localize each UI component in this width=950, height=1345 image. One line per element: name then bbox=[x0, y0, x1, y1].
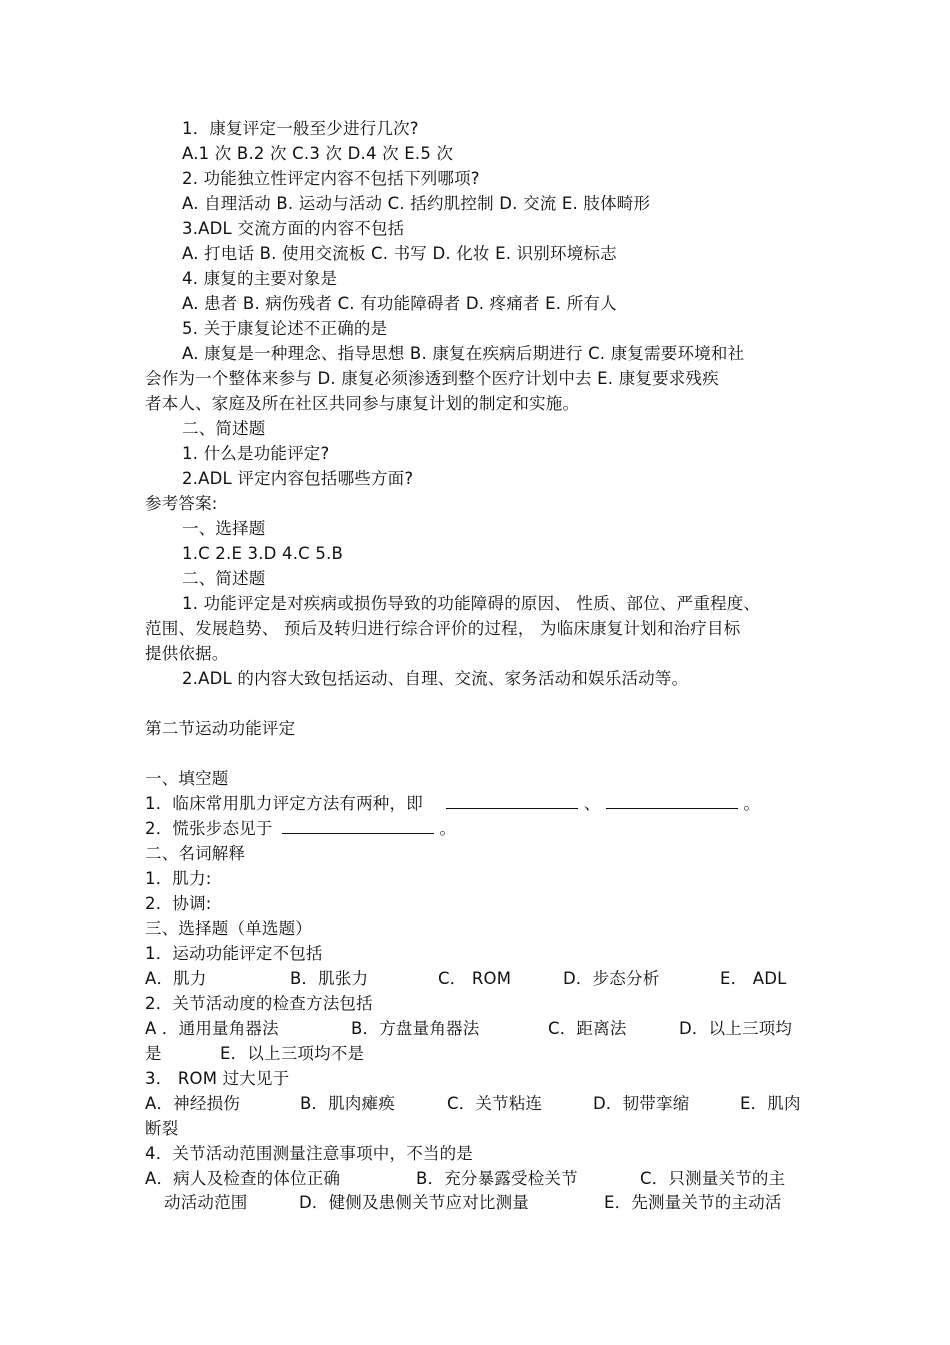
choice-question-2: 2．关节活动度的检查方法包括 bbox=[145, 994, 373, 1013]
question-2-options: A. 自理活动 B. 运动与活动 C. 括约肌控制 D. 交流 E. 肢体畸形 bbox=[182, 194, 651, 213]
question-5-options-line3: 者本人、家庭及所在社区共同参与康复计划的制定和实施。 bbox=[145, 394, 580, 413]
choice-2-option-d-cont: 是 bbox=[145, 1044, 162, 1063]
fill-question-1-text: 1．临床常用肌力评定方法有两种，即 bbox=[145, 794, 423, 813]
question-5: 5. 关于康复论述不正确的是 bbox=[182, 319, 388, 338]
fill-question-2-end: 。 bbox=[439, 819, 457, 838]
choice-4-option-d: D．健侧及患侧关节应对比测量 bbox=[299, 1193, 530, 1212]
choice-question-4: 4．关节活动范围测量注意事项中，不当的是 bbox=[145, 1144, 473, 1163]
question-5-options-line2: 会作为一个整体来参与 D. 康复必须渗透到整个医疗计划中去 E. 康复要求残疾 bbox=[145, 369, 719, 388]
fill-separator: 、 bbox=[583, 794, 601, 813]
fill-heading: 一、填空题 bbox=[145, 769, 229, 788]
answer-short-2: 2.ADL 的内容大致包括运动、自理、交流、家务活动和娱乐活动等。 bbox=[182, 669, 689, 688]
choice-3-option-a: A．神经损伤 bbox=[145, 1094, 240, 1113]
answer-short-1-line2: 范围、发展趋势、 预后及转归进行综合评价的过程， 为临床康复计划和治疗目标 bbox=[145, 619, 741, 638]
term-1: 1．肌力: bbox=[145, 869, 212, 888]
fill-question-1-end: 。 bbox=[743, 794, 761, 813]
short-question-2: 2.ADL 评定内容包括哪些方面? bbox=[182, 469, 414, 488]
choice-4-option-c: C．只测量关节的主 bbox=[640, 1169, 786, 1188]
answer-short-1-line3: 提供依据。 bbox=[145, 644, 229, 663]
choice-1-option-c: C． ROM bbox=[438, 969, 512, 988]
question-4: 4. 康复的主要对象是 bbox=[182, 269, 338, 288]
answer-short-1-line1: 1. 功能评定是对疾病或损伤导致的功能障碍的原因、 性质、部位、严重程度、 bbox=[182, 594, 761, 613]
fill-question-1 bbox=[145, 794, 760, 814]
answers-short-heading: 二、简述题 bbox=[182, 569, 266, 588]
terms-heading: 二、名词解释 bbox=[145, 844, 246, 863]
choice-2-option-a: A ．通用量角器法 bbox=[145, 1019, 279, 1038]
question-1: 1．康复评定一般至少进行几次? bbox=[182, 119, 419, 138]
fill-blank-3[interactable] bbox=[282, 819, 434, 834]
fill-blank-1[interactable] bbox=[446, 794, 578, 809]
choice-question-3: 3． ROM 过大见于 bbox=[145, 1069, 290, 1088]
choice-4-option-a: A．病人及检查的体位正确 bbox=[145, 1169, 341, 1188]
answers-heading: 参考答案: bbox=[145, 494, 218, 513]
short-question-1: 1. 什么是功能评定? bbox=[182, 444, 330, 463]
section-title: 第二节运动功能评定 bbox=[145, 719, 296, 738]
choice-3-option-c: C．关节粘连 bbox=[447, 1094, 543, 1113]
choice-1-option-e: E． ADL bbox=[720, 969, 787, 988]
choice-4-option-c-cont: 动活动范围 bbox=[164, 1193, 248, 1212]
answers-choice-heading: 一、选择题 bbox=[182, 519, 266, 538]
choice-2-option-e: E．以上三项均不是 bbox=[220, 1044, 365, 1063]
choice-question-1: 1．运动功能评定不包括 bbox=[145, 944, 323, 963]
choice-1-option-a: A．肌力 bbox=[145, 969, 207, 988]
choice-3-option-d: D．韧带挛缩 bbox=[593, 1094, 690, 1113]
question-3-options: A. 打电话 B. 使用交流板 C. 书写 D. 化妆 E. 识别环境标志 bbox=[182, 244, 617, 263]
choice-1-option-b: B．肌张力 bbox=[290, 969, 369, 988]
choice-2-option-b: B．方盘量角器法 bbox=[351, 1019, 480, 1038]
question-5-options-line1: A. 康复是一种理念、指导思想 B. 康复在疾病后期进行 C. 康复需要环境和社 bbox=[182, 344, 745, 363]
short-answer-heading: 二、简述题 bbox=[182, 419, 266, 438]
choice-4-option-e: E．先测量关节的主动活 bbox=[604, 1193, 782, 1212]
choice-4-option-b: B．充分暴露受检关节 bbox=[416, 1169, 578, 1188]
fill-question-2 bbox=[145, 819, 456, 839]
choice-heading: 三、选择题（单选题） bbox=[145, 919, 312, 938]
choice-3-option-b: B．肌肉瘫痪 bbox=[300, 1094, 396, 1113]
fill-blank-2[interactable] bbox=[606, 794, 738, 809]
choice-2-option-d: D．以上三项均 bbox=[679, 1019, 793, 1038]
term-2: 2．协调: bbox=[145, 894, 212, 913]
question-4-options: A. 患者 B. 病伤残者 C. 有功能障碍者 D. 疼痛者 E. 所有人 bbox=[182, 294, 617, 313]
choice-3-option-e-cont: 断裂 bbox=[145, 1119, 179, 1138]
choice-2-option-c: C．距离法 bbox=[548, 1019, 627, 1038]
answers-choice: 1.C 2.E 3.D 4.C 5.B bbox=[182, 544, 343, 563]
question-2: 2. 功能独立性评定内容不包括下列哪项? bbox=[182, 169, 480, 188]
question-3: 3.ADL 交流方面的内容不包括 bbox=[182, 219, 405, 238]
fill-question-2-text: 2．慌张步态见于 bbox=[145, 819, 273, 838]
choice-3-option-e: E．肌肉 bbox=[740, 1094, 801, 1113]
question-1-options: A.1 次 B.2 次 C.3 次 D.4 次 E.5 次 bbox=[182, 144, 454, 163]
choice-1-option-d: D．步态分析 bbox=[563, 969, 660, 988]
